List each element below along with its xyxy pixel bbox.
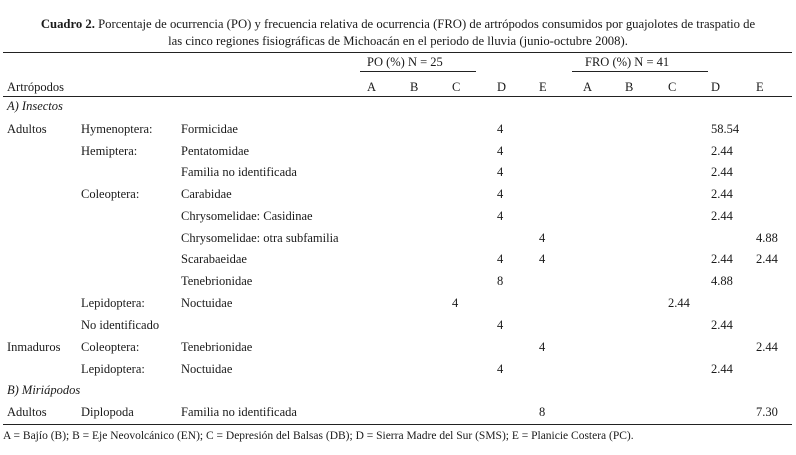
row-group-label: Inmaduros (7, 340, 61, 354)
row-family-label: Chrysomelidae: otra subfamilia (181, 231, 339, 245)
top-rule (3, 52, 792, 53)
row-family-label: Familia no identificada (181, 165, 297, 179)
value-cell: 2.44 (711, 362, 733, 376)
row-family-label: Carabidae (181, 187, 232, 201)
po-group-header: PO (%) N = 25 (367, 55, 443, 69)
value-cell: 4 (497, 209, 504, 223)
caption-line-2: las cinco regiones fisiográficas de Michoacán en el periodo de lluvia (junio-octubre 2008). (168, 34, 628, 48)
value-cell: 4 (497, 318, 504, 332)
table-footnote: A = Bajío (B); B = Eje Neovolcánico (EN); C = Depresión del Balsas (DB); D = Sierra Madre del Sur (SMS); E = Planicie Costera (PC). (3, 430, 634, 442)
caption-label: Cuadro 2. (40, 17, 95, 31)
value-cell: 4.88 (711, 274, 733, 288)
value-cell: 2.44 (711, 187, 733, 201)
region-header-fro-7: C (668, 80, 677, 94)
value-cell: 2.44 (711, 209, 733, 223)
row-family-label: Chrysomelidae: Casidinae (181, 209, 313, 223)
po-group-rule (360, 71, 476, 72)
caption-line-1 (0, 16, 796, 33)
row-order-label: Hemiptera: (81, 144, 138, 158)
row-order-label: Coleoptera: (81, 187, 140, 201)
value-cell: 4 (539, 340, 546, 354)
row-family-label: Noctuidae (181, 362, 233, 376)
region-header-po-0: A (367, 80, 377, 94)
value-cell: 2.44 (711, 144, 733, 158)
region-header-po-3: D (497, 80, 507, 94)
value-cell: 2.44 (711, 318, 733, 332)
value-cell: 4 (539, 231, 546, 245)
row-group-label: B) Miriápodos (7, 383, 81, 397)
value-cell: 4 (497, 187, 504, 201)
row-order-label: No identificado (81, 318, 160, 332)
row-family-label: Noctuidae (181, 296, 233, 310)
region-header-fro-6: B (625, 80, 634, 94)
region-header-po-1: B (410, 80, 419, 94)
row-family-label: Tenebrionidae (181, 340, 253, 354)
row-family-label: Formicidae (181, 122, 238, 136)
value-cell: 4 (497, 362, 504, 376)
fro-group-header: FRO (%) N = 41 (585, 55, 670, 69)
value-cell: 4 (452, 296, 459, 310)
region-header-po-4: E (539, 80, 547, 94)
value-cell: 8 (539, 405, 546, 419)
fro-group-rule (572, 71, 708, 72)
row-order-label: Diplopoda (81, 405, 134, 419)
region-header-fro-5: A (583, 80, 593, 94)
row-group-label: Adultos (7, 122, 47, 136)
row-order-label: Lepidoptera: (81, 362, 145, 376)
row-family-label: Familia no identificada (181, 405, 297, 419)
value-cell: 7.30 (756, 405, 778, 419)
value-cell: 4 (497, 122, 504, 136)
value-cell: 2.44 (711, 165, 733, 179)
value-cell: 4 (497, 252, 504, 266)
row-order-label: Coleoptera: (81, 340, 140, 354)
row-group-label: A) Insectos (7, 99, 63, 113)
arthropods-column-header: Artrópodos (7, 80, 64, 94)
row-family-label: Pentatomidae (181, 144, 250, 158)
table-caption (0, 16, 796, 50)
caption-text-1: Porcentaje de ocurrencia (PO) y frecuencia relativa de ocurrencia (FRO) de artrópodos consumidos por guajolotes de traspatio de (98, 17, 756, 31)
row-group-label: Adultos (7, 405, 47, 419)
value-cell: 2.44 (756, 252, 778, 266)
value-cell: 4 (497, 144, 504, 158)
region-header-fro-8: D (711, 80, 721, 94)
value-cell: 4.88 (756, 231, 778, 245)
value-cell: 2.44 (711, 252, 733, 266)
value-cell: 4 (497, 165, 504, 179)
value-cell: 2.44 (756, 340, 778, 354)
value-cell: 4 (539, 252, 546, 266)
value-cell: 58.54 (711, 122, 740, 136)
value-cell: 8 (497, 274, 504, 288)
row-order-label: Hymenoptera: (81, 122, 153, 136)
row-family-label: Scarabaeidae (181, 252, 247, 266)
value-cell: 2.44 (668, 296, 690, 310)
row-family-label: Tenebrionidae (181, 274, 253, 288)
region-header-fro-9: E (756, 80, 764, 94)
region-header-po-2: C (452, 80, 461, 94)
row-order-label: Lepidoptera: (81, 296, 145, 310)
bottom-rule (3, 424, 792, 425)
header-rule (3, 96, 792, 97)
